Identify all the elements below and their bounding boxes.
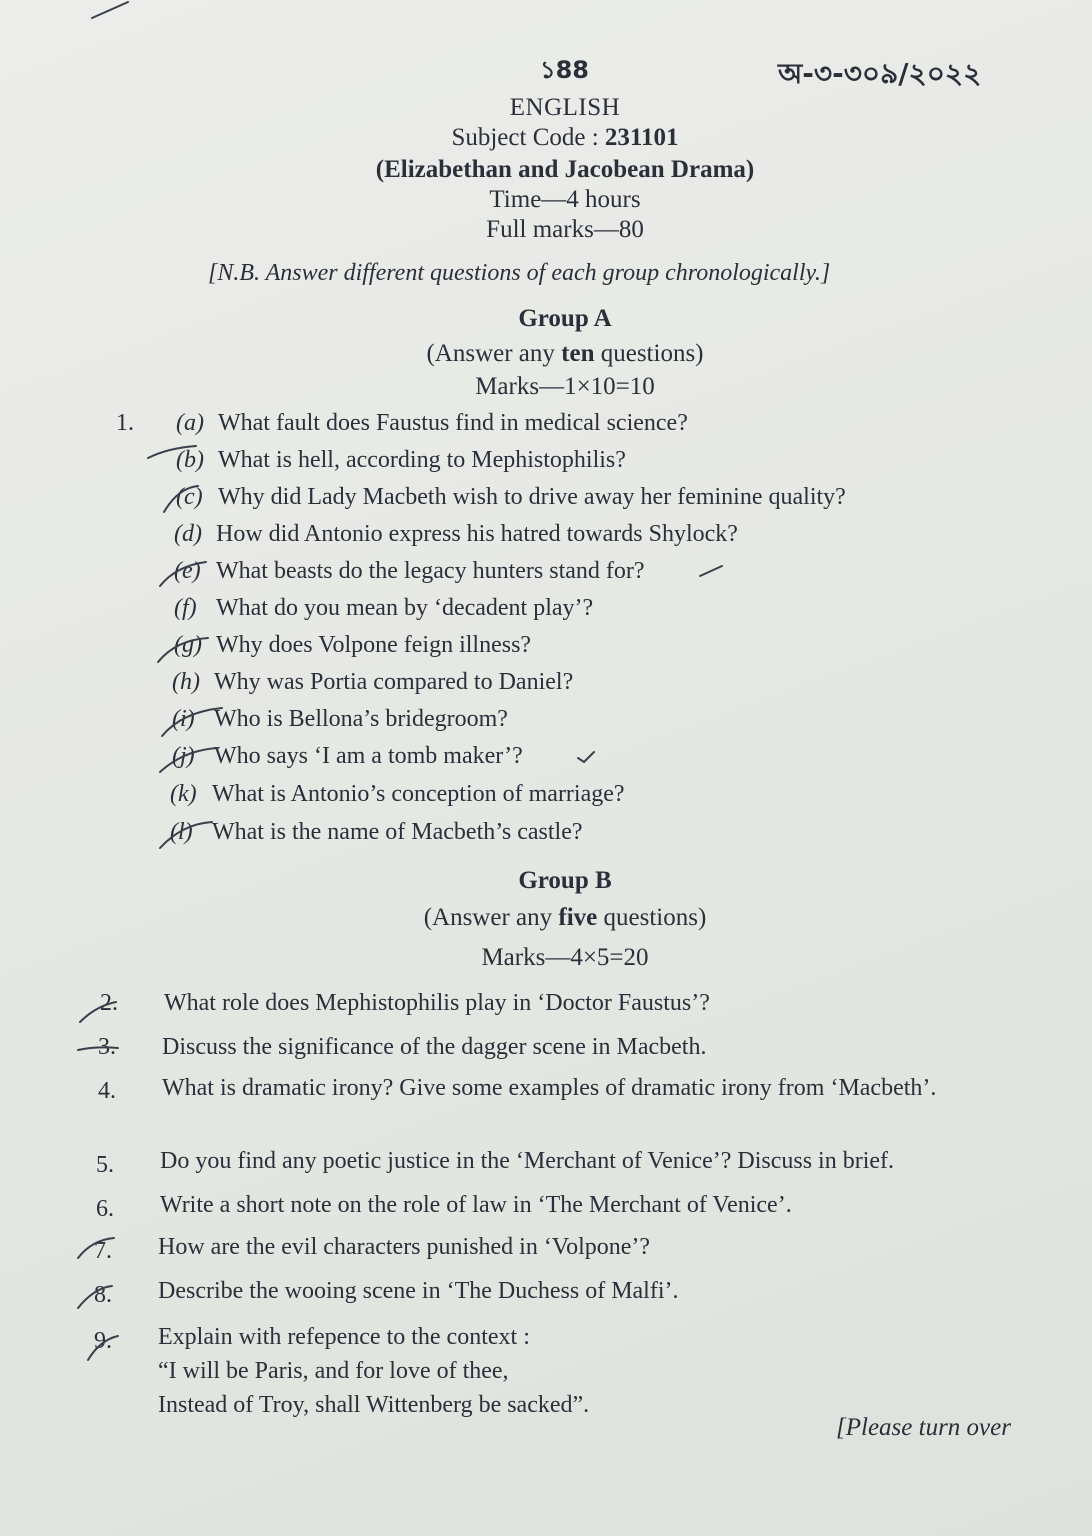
question-text: What is dramatic irony? Give some examples of dramatic irony from ‘Macbeth’. <box>162 1075 937 1101</box>
sub-question-text: Who says ‘I am a tomb maker’? <box>214 743 523 769</box>
group-b-title: Group B <box>518 867 612 894</box>
exam-code: অ-৩-৩০৯/২০২২ <box>778 57 982 90</box>
full-marks: Full marks—80 <box>486 216 644 243</box>
question-text: Do you find any poetic justice in the ‘Merchant of Venice’? Discuss in brief. <box>160 1148 895 1174</box>
sub-question-text: Who is Bellona’s bridegroom? <box>214 706 508 732</box>
pen-stroke <box>160 822 212 848</box>
instruction-note: [N.B. Answer different questions of each group chronologically.] <box>208 260 831 286</box>
question-text: Write a short note on the role of law in ‘The Merchant of Venice’. <box>160 1192 792 1218</box>
group-a-instruction-count: ten <box>561 340 595 367</box>
sub-question-text: How did Antonio express his hatred towards Shylock? <box>216 521 738 547</box>
sub-question-text: What fault does Faustus find in medical science? <box>218 410 688 436</box>
group-a-marks: Marks—1×10=10 <box>475 373 655 400</box>
pen-stroke <box>700 566 722 576</box>
sub-question-label: (h) <box>172 669 200 695</box>
pen-stroke <box>148 446 196 458</box>
pen-stroke <box>164 486 198 512</box>
group-b-instruction-suffix: questions) <box>597 904 707 931</box>
subject-title: ENGLISH <box>509 94 621 121</box>
pen-stroke <box>158 638 208 662</box>
question-text: Describe the wooing scene in ‘The Duchess of Malfi’. <box>158 1278 679 1304</box>
turn-over-note: [Please turn over <box>836 1414 1011 1441</box>
quote-line: “I will be Paris, and for love of thee, <box>158 1358 509 1384</box>
pen-stroke <box>162 708 222 736</box>
question-number: 9. <box>94 1328 112 1354</box>
pen-stroke <box>78 1238 114 1258</box>
question-text: How are the evil characters punished in ‘Volpone’? <box>158 1234 651 1260</box>
sub-question-text: Why was Portia compared to Daniel? <box>214 669 574 695</box>
pen-stroke <box>160 562 206 586</box>
group-b-instruction-prefix: (Answer any <box>423 904 559 931</box>
sub-question-text: What beasts do the legacy hunters stand for? <box>216 558 645 584</box>
subject-code-label: Subject Code : <box>451 124 605 151</box>
question-number: 4. <box>98 1078 116 1104</box>
sub-question-text: What do you mean by ‘decadent play’? <box>216 595 594 621</box>
group-a-title: Group A <box>518 305 612 332</box>
sub-question-label: (f) <box>174 595 197 621</box>
sub-question-label: (l) <box>170 819 193 845</box>
sub-question-label: (d) <box>174 521 202 547</box>
sub-question-label: (b) <box>176 447 204 473</box>
sub-question-text: What is the name of Macbeth’s castle? <box>212 819 583 845</box>
group-a-instruction-suffix: questions) <box>594 340 704 367</box>
pen-stroke <box>80 1002 116 1022</box>
question-number: 6. <box>96 1196 114 1222</box>
question-number: 3. <box>98 1034 116 1060</box>
question-number: 8. <box>94 1282 112 1308</box>
sub-question-label: (j) <box>172 743 195 769</box>
sub-question-label: (i) <box>172 706 195 732</box>
question-number: 2. <box>100 990 118 1016</box>
question-number: 7. <box>94 1238 112 1264</box>
group-b-instruction-count: five <box>558 904 598 931</box>
question-number: 1. <box>116 410 134 436</box>
sub-question-text: Why does Volpone feign illness? <box>216 632 532 658</box>
sub-question-label: (g) <box>174 632 202 658</box>
time-allowed: Time—4 hours <box>489 186 641 213</box>
question-text: What role does Mephistophilis play in ‘Doctor Faustus’? <box>164 990 710 1016</box>
subject-code: 231101 <box>604 124 679 151</box>
group-b-marks: Marks—4×5=20 <box>481 944 649 971</box>
pen-stroke <box>578 752 594 762</box>
sub-question-label: (c) <box>176 484 203 510</box>
sub-question-label: (k) <box>170 781 197 807</box>
group-a-instruction-prefix: (Answer any <box>426 340 562 367</box>
paper-title: (Elizabethan and Jacobean Drama) <box>375 156 755 183</box>
sub-question-text: What is hell, according to Mephistophilis? <box>218 447 626 473</box>
pen-stroke <box>88 1336 118 1360</box>
pen-stroke <box>78 1286 112 1308</box>
question-text: Explain with refepence to the context : <box>158 1324 530 1350</box>
sub-question-label: (e) <box>174 558 201 584</box>
sub-question-text: What is Antonio’s conception of marriage? <box>212 781 625 807</box>
page-number: ১88 <box>540 56 589 84</box>
pen-stroke <box>160 748 218 772</box>
question-number: 5. <box>96 1152 114 1178</box>
pen-stroke <box>78 1047 118 1050</box>
quote-line: Instead of Troy, shall Wittenberg be sacked”. <box>158 1392 590 1418</box>
sub-question-label: (a) <box>176 410 204 436</box>
sub-question-text: Why did Lady Macbeth wish to drive away her feminine quality? <box>218 484 846 510</box>
pen-stroke <box>92 2 128 18</box>
question-text: Discuss the significance of the dagger scene in Macbeth. <box>162 1034 707 1060</box>
